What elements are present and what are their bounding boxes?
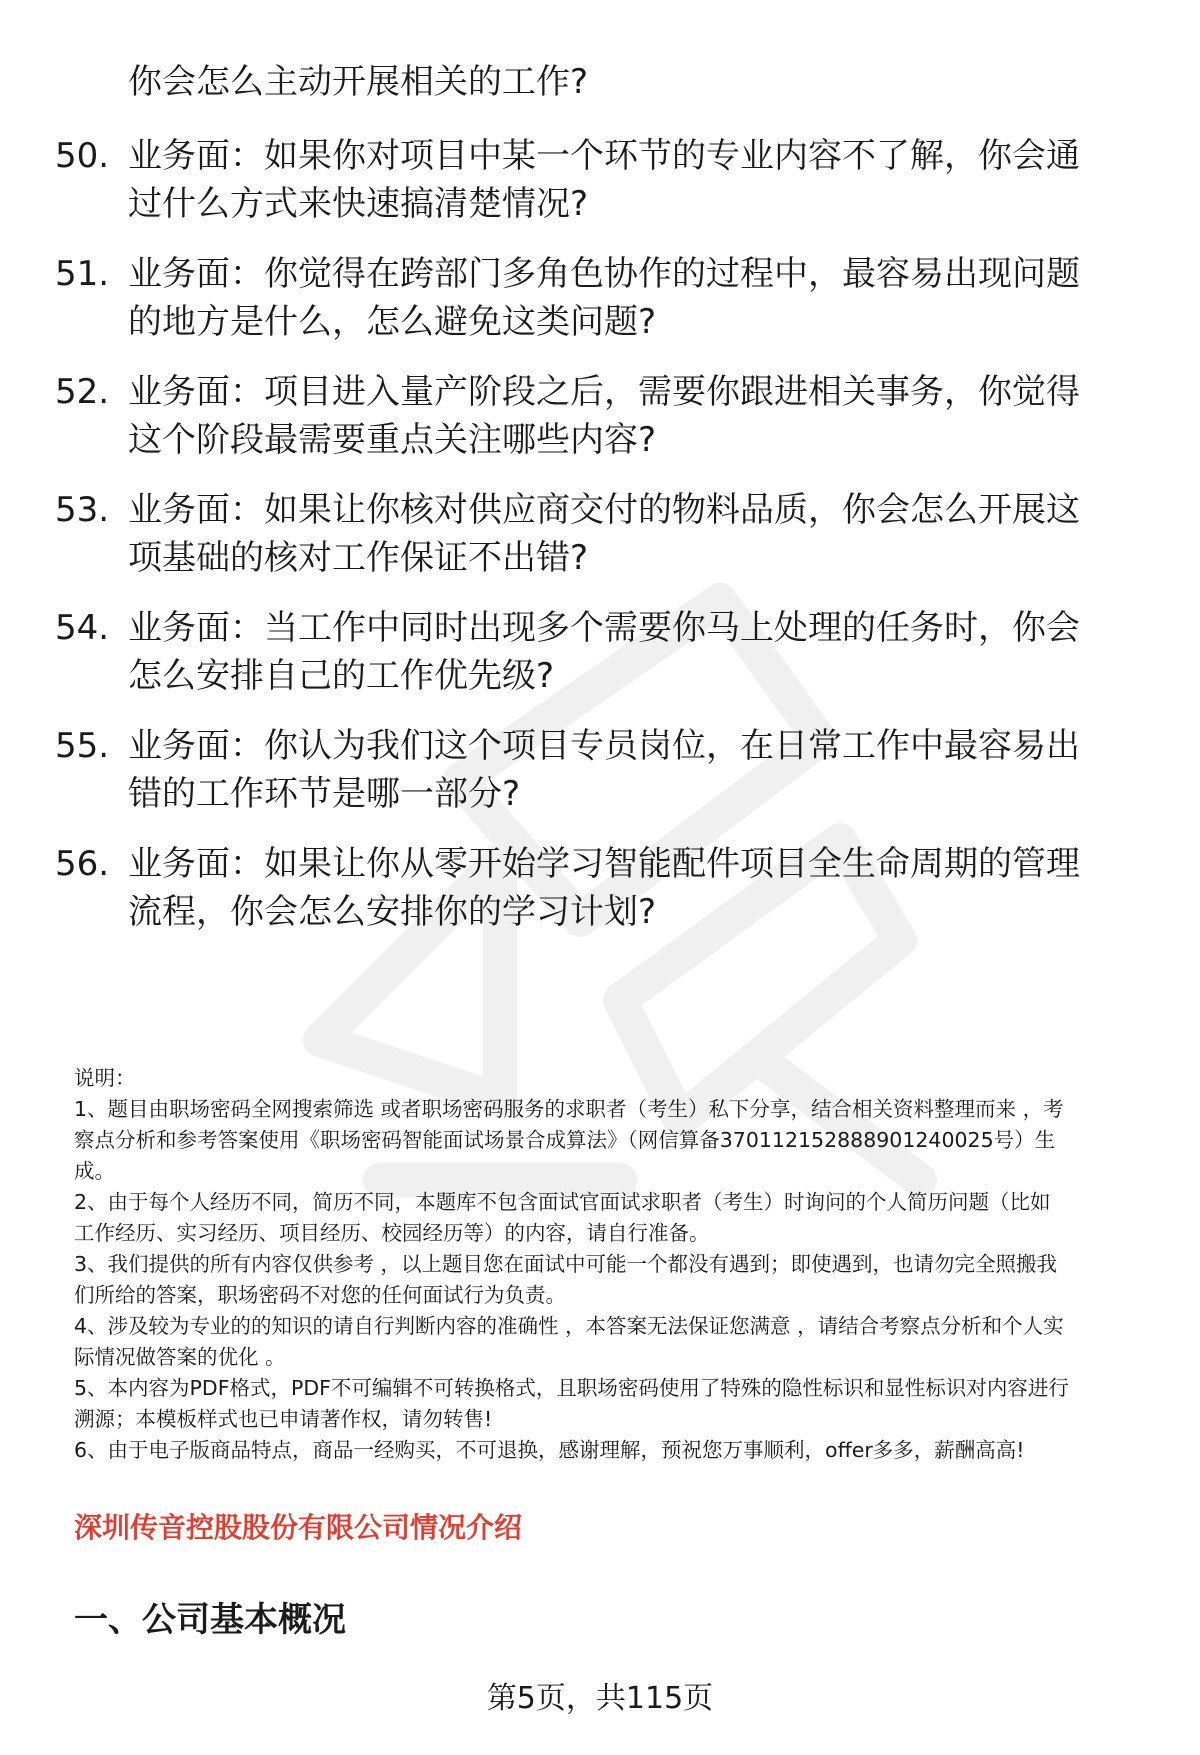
notes-line: 际情况做答案的优化 。	[74, 1345, 286, 1369]
question-text-line: 怎么安排自己的工作优先级?	[128, 656, 555, 696]
question-text-line: 过什么方式来快速搞清楚情况?	[128, 184, 589, 224]
question-number: 50.	[55, 136, 110, 176]
question-text-line: 业务面：项目进入量产阶段之后，需要你跟进相关事务，你觉得	[128, 372, 1080, 412]
question-number: 51.	[55, 254, 110, 294]
question-item-54	[0, 604, 1200, 700]
notes-line: 工作经历、实习经历、项目经历、校园经历等）的内容，请自行准备。	[74, 1221, 710, 1245]
notes-line: 成。	[74, 1159, 115, 1183]
question-item-52	[0, 368, 1200, 464]
question-text-line: 业务面：你觉得在跨部门多角色协作的过程中，最容易出现问题	[128, 254, 1080, 294]
question-text-line: 业务面：如果让你核对供应商交付的物料品质，你会怎么开展这	[128, 490, 1080, 530]
question-continuation: 你会怎么主动开展相关的工作?	[128, 62, 589, 102]
notes-heading: 说明：	[74, 1066, 136, 1090]
question-text-line: 流程，你会怎么安排你的学习计划?	[128, 892, 657, 932]
notes-line: 5、本内容为PDF格式，PDF不可编辑不可转换格式，且职场密码使用了特殊的隐性标识和显性标识对内容进行	[74, 1376, 1069, 1400]
question-text-line: 错的工作环节是哪一部分?	[128, 774, 521, 814]
question-item-55	[0, 722, 1200, 818]
question-text-line: 这个阶段最需要重点关注哪些内容?	[128, 420, 657, 460]
question-text-line: 业务面：你认为我们这个项目专员岗位，在日常工作中最容易出	[128, 726, 1080, 766]
question-text-line: 业务面：如果让你从零开始学习智能配件项目全生命周期的管理	[128, 844, 1080, 884]
question-number: 54.	[55, 608, 110, 648]
question-number: 52.	[55, 372, 110, 412]
question-item-50	[0, 132, 1200, 228]
notes-line: 察点分析和参考答案使用《职场密码智能面试场景合成算法》（网信算备370112152888901240025号）生	[74, 1128, 1056, 1152]
question-text-line: 业务面：如果你对项目中某一个环节的专业内容不了解，你会通	[128, 136, 1080, 176]
question-item-51	[0, 250, 1200, 346]
notes-line: 2、由于每个人经历不同，简历不同，本题库不包含面试官面试求职者（考生）时询问的个人简历问题（比如	[74, 1190, 1051, 1214]
section-heading: 一、公司基本概况	[74, 1600, 346, 1640]
company-title: 深圳传音控股股份有限公司情况介绍	[74, 1511, 523, 1544]
notes-section	[74, 1063, 1154, 1466]
question-text-line: 项基础的核对工作保证不出错?	[128, 538, 589, 578]
question-item-53	[0, 486, 1200, 582]
page-number: 第5页，共115页	[486, 1681, 714, 1716]
question-number: 56.	[55, 844, 110, 884]
question-number: 53.	[55, 490, 110, 530]
notes-line: 3、我们提供的所有内容仅供参考 ，以上题目您在面试中可能一个都没有遇到；即使遇到，也请勿完全照搬我	[74, 1252, 1058, 1276]
notes-line: 4、涉及较为专业的的知识的请自行判断内容的准确性 ，本答案无法保证您满意 ，请结合考察点分析和个人实	[74, 1314, 1064, 1338]
notes-line: 1、题目由职场密码全网搜索筛选 或者职场密码服务的求职者（考生）私下分享，结合相关资料整理而来 ，考	[74, 1097, 1064, 1121]
question-item-56	[0, 840, 1200, 936]
notes-line: 们所给的答案，职场密码不对您的任何面试行为负责。	[74, 1283, 566, 1307]
notes-line: 6、由于电子版商品特点，商品一经购买，不可退换，感谢理解，预祝您万事顺利，offer多多，薪酬高高!	[74, 1438, 1025, 1462]
question-text-line: 业务面：当工作中同时出现多个需要你马上处理的任务时，你会	[128, 608, 1080, 648]
question-text-line: 的地方是什么，怎么避免这类问题?	[128, 302, 657, 342]
question-number: 55.	[55, 726, 110, 766]
notes-line: 溯源；本模板样式也已申请著作权，请勿转售!	[74, 1407, 493, 1431]
